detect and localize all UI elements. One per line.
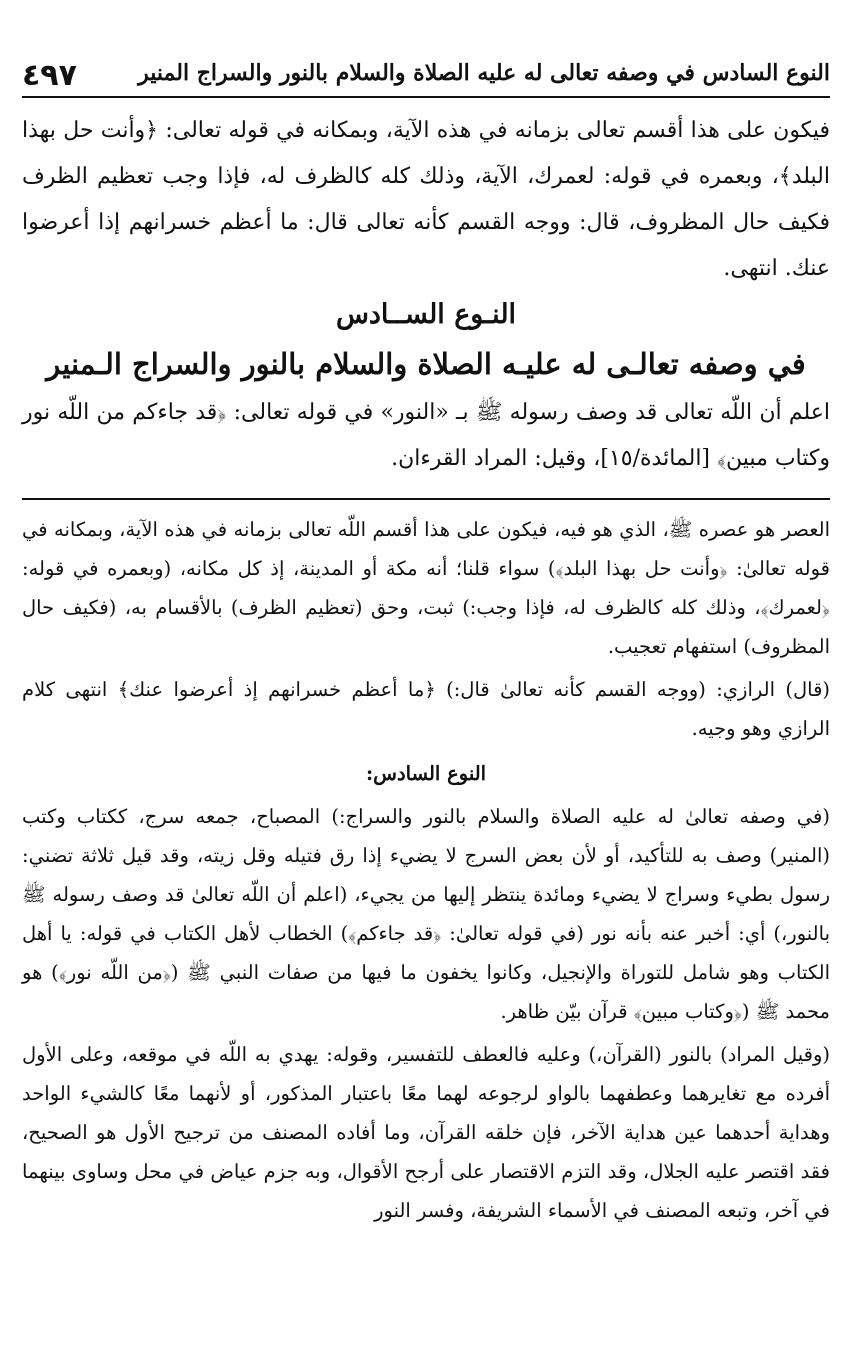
page-header bbox=[22, 52, 830, 98]
section-heading: النـوع الســادس bbox=[335, 299, 517, 330]
upper-paragraph-1: فيكون على هذا أقسم تعالى بزمانه في هذه الآية، وبمكانه في قوله تعالى: ﴿وأنت حل بهذا البلد﴾، وبعمره في قوله: لعمرك، الآية، وذلك كله كالظرف له، فإذا وجب تعظيم الظرف فكيف حال المظروف، قال: ووجه القسم كأنه تعالى قال: ما أعظم خسرانهم إذا أعرضوا عنك. انتهى. bbox=[22, 118, 830, 281]
main-text bbox=[22, 108, 830, 482]
commentary-section-heading: النوع السادس: bbox=[365, 762, 487, 785]
commentary-paragraph-1: العصر هو عصره ﷺ، الذي هو فيه، فيكون على هذا أقسم اللّه تعالى بزمانه في هذه الآية، وبمكانه في قوله تعالىٰ: ﴿وأنت حل بهذا البلد﴾) سواء قلنا؛ أنه مكة أو المدينة، إذ كل مكانه، (وبعمره في قوله: ﴿لعمرك﴾، وذلك كله كالظرف له، فإذا وجب:) ثبت، وحق (تعظيم الظرف) بالأقسام به، (فكيف حال المظروف) استفهام تعجيب. bbox=[22, 518, 830, 658]
upper-paragraph-2: اعلم أن اللّه تعالى قد وصف رسوله ﷺ بـ «النور» في قوله تعالى: ﴿قد جاءكم من اللّه نور وكتاب مبين﴾ [المائدة/١٥]، وقيل: المراد القرءان. bbox=[22, 400, 830, 471]
commentary-paragraph-4: (وقيل المراد) بالنور (القرآن،) وعليه فالعطف للتفسير، وقوله: يهدي به اللّه في موقعه، وعلى الأول أفرده مع تغايرهما وعطفهما بالواو لرجوعه لهما معًا باعتبار المذكور، أو لأنهما معًا كالشيء الواحد وهداية أحدهما عين هداية الآخر، فإن خلقه القرآن، وما أفاده المصنف من ترجيح الأول هو الصحيح، فقد اقتصر عليه الجلال، وقد التزم الاقتصار على أرجح الأقوال، وبه جزم عياض في محل وساوى بينهما في آخر، وتبعه المصنف في الأسماء الشريفة، وفسر النور bbox=[22, 1043, 830, 1222]
running-title: النوع السادس في وصفه تعالى له عليه الصلاة والسلام بالنور والسراج المنير bbox=[138, 60, 830, 86]
commentary-divider bbox=[22, 498, 830, 500]
commentary-text bbox=[22, 510, 830, 1234]
commentary-paragraph-3: (في وصفه تعالىٰ له عليه الصلاة والسلام بالنور والسراج:) المصباح، جمعه سرج، ككتاب وكتب (المنير) وصف به للتأكيد، أو لأن بعض السرج لا يضيء إذا رق فتيله وقل زيته، وقد قيل ثلاثة تضني: رسول بطيء وسراج لا يضيء ومائدة ينتظر إليها من يجيء، (اعلم أن اللّه تعالىٰ قد وصف رسوله ﷺ بالنور،) أي: أخبر عنه بأنه نور (في قوله تعالىٰ: ﴿قد جاءكم﴾) الخطاب لأهل الكتاب في قوله: يا أهل الكتاب وهو شامل للتوراة والإنجيل، وكانوا يخفون ما فيها من صفات النبي ﷺ (﴿من اللّه نور﴾) هو محمد ﷺ (﴿وكتاب مبين﴾ قرآن بيّن ظاهر. bbox=[22, 805, 830, 1023]
commentary-paragraph-2: (قال) الرازي: (ووجه القسم كأنه تعالىٰ قال:) ﴿ما أعظم خسرانهم إذ أعرضوا عنك﴾ انتهى كلام الرازي وهو وجيه. bbox=[22, 678, 830, 740]
section-subheading: في وصفه تعالـى له عليـه الصلاة والسلام بالنور والسراج الـمنير bbox=[46, 347, 806, 381]
page-number: ٤٩٧ bbox=[22, 58, 77, 93]
